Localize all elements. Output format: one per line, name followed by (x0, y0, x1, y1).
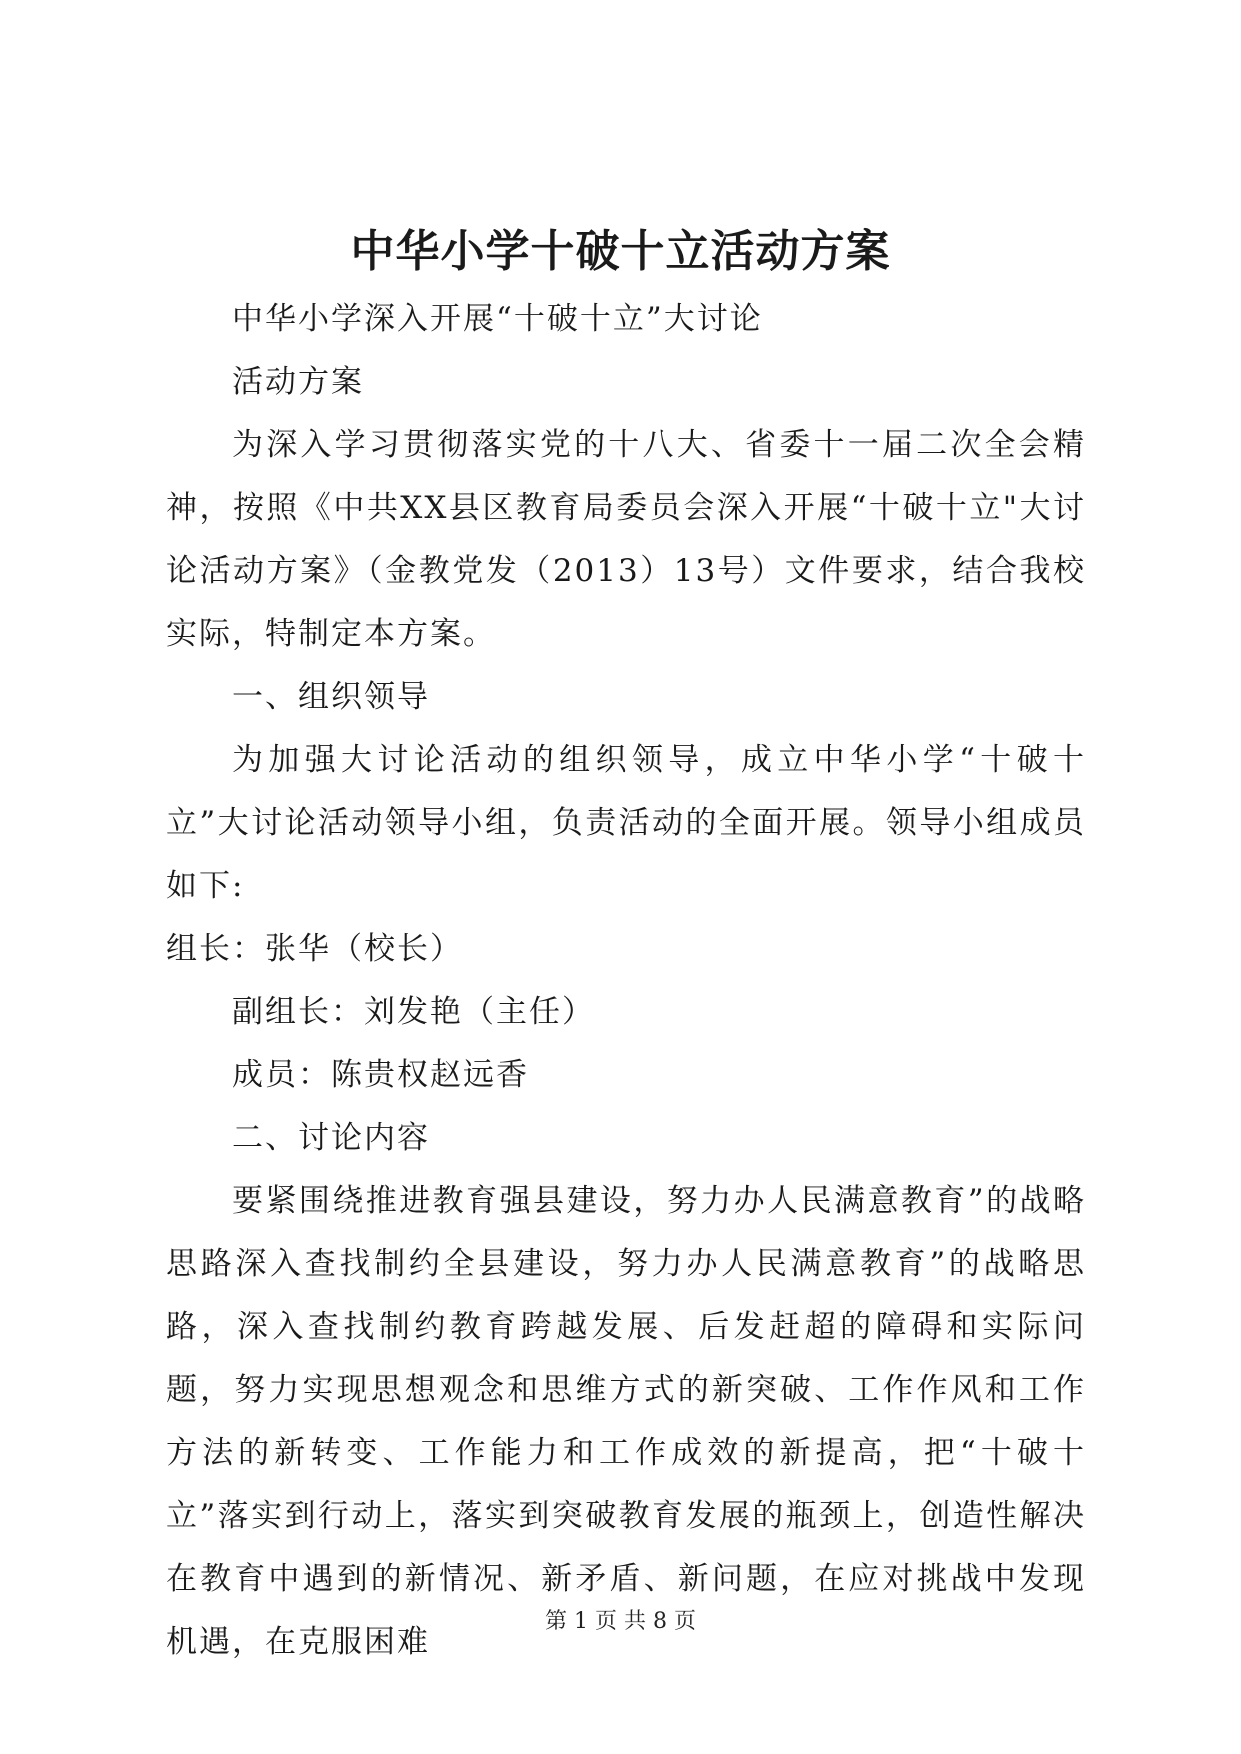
organization-paragraph: 为加强大讨论活动的组织领导，成立中华小学“十破十立”大讨论活动领导小组，负责活动的全面开展。领导小组成员如下: (166, 742, 1086, 904)
document-title: 中华小学十破十立活动方案 (350, 226, 891, 277)
section-heading-organization: 一、组织领导 (232, 679, 430, 715)
content-paragraph: 要紧围绕推进教育强县建设，努力办人民满意教育”的战略思路深入查找制约全县建设，努力办人民满意教育”的战略思路，深入查找制约教育跨越发展、后发赶超的障碍和实际问题，努力实现思想观念和思维方式的新突破、工作作风和工作方法的新转变、工作能力和工作成效的新提高，把“十破十立”落实到行动上，落实到突破教育发展的瓶颈上，创造性解决在教育中遇到的新情况、新矛盾、新问题，在应对挑战中发现机遇，在克服困难 (166, 1183, 1086, 1660)
intro-paragraph: 为深入学习贯彻落实党的十八大、省委十一届二次全会精神，按照《中共XX县区教育局委员会深入开展“十破十立"大讨论活动方案》（金教党发（2013）13号）文件要求，结合我校实际，特制定本方案。 (166, 427, 1086, 652)
section-heading-content: 二、讨论内容 (232, 1120, 430, 1156)
page-footer: 第 1 页 共 8 页 (545, 1609, 696, 1634)
document-body (166, 288, 1086, 1674)
subtitle-line-2: 活动方案 (232, 364, 364, 400)
subtitle-line-1: 中华小学深入开展“十破十立”大讨论 (232, 301, 763, 337)
leader-line: 组长：张华（校长） (166, 931, 463, 967)
deputy-leader-line: 副组长：刘发艳（主任） (232, 994, 595, 1030)
members-line: 成员：陈贵权赵远香 (232, 1057, 529, 1093)
